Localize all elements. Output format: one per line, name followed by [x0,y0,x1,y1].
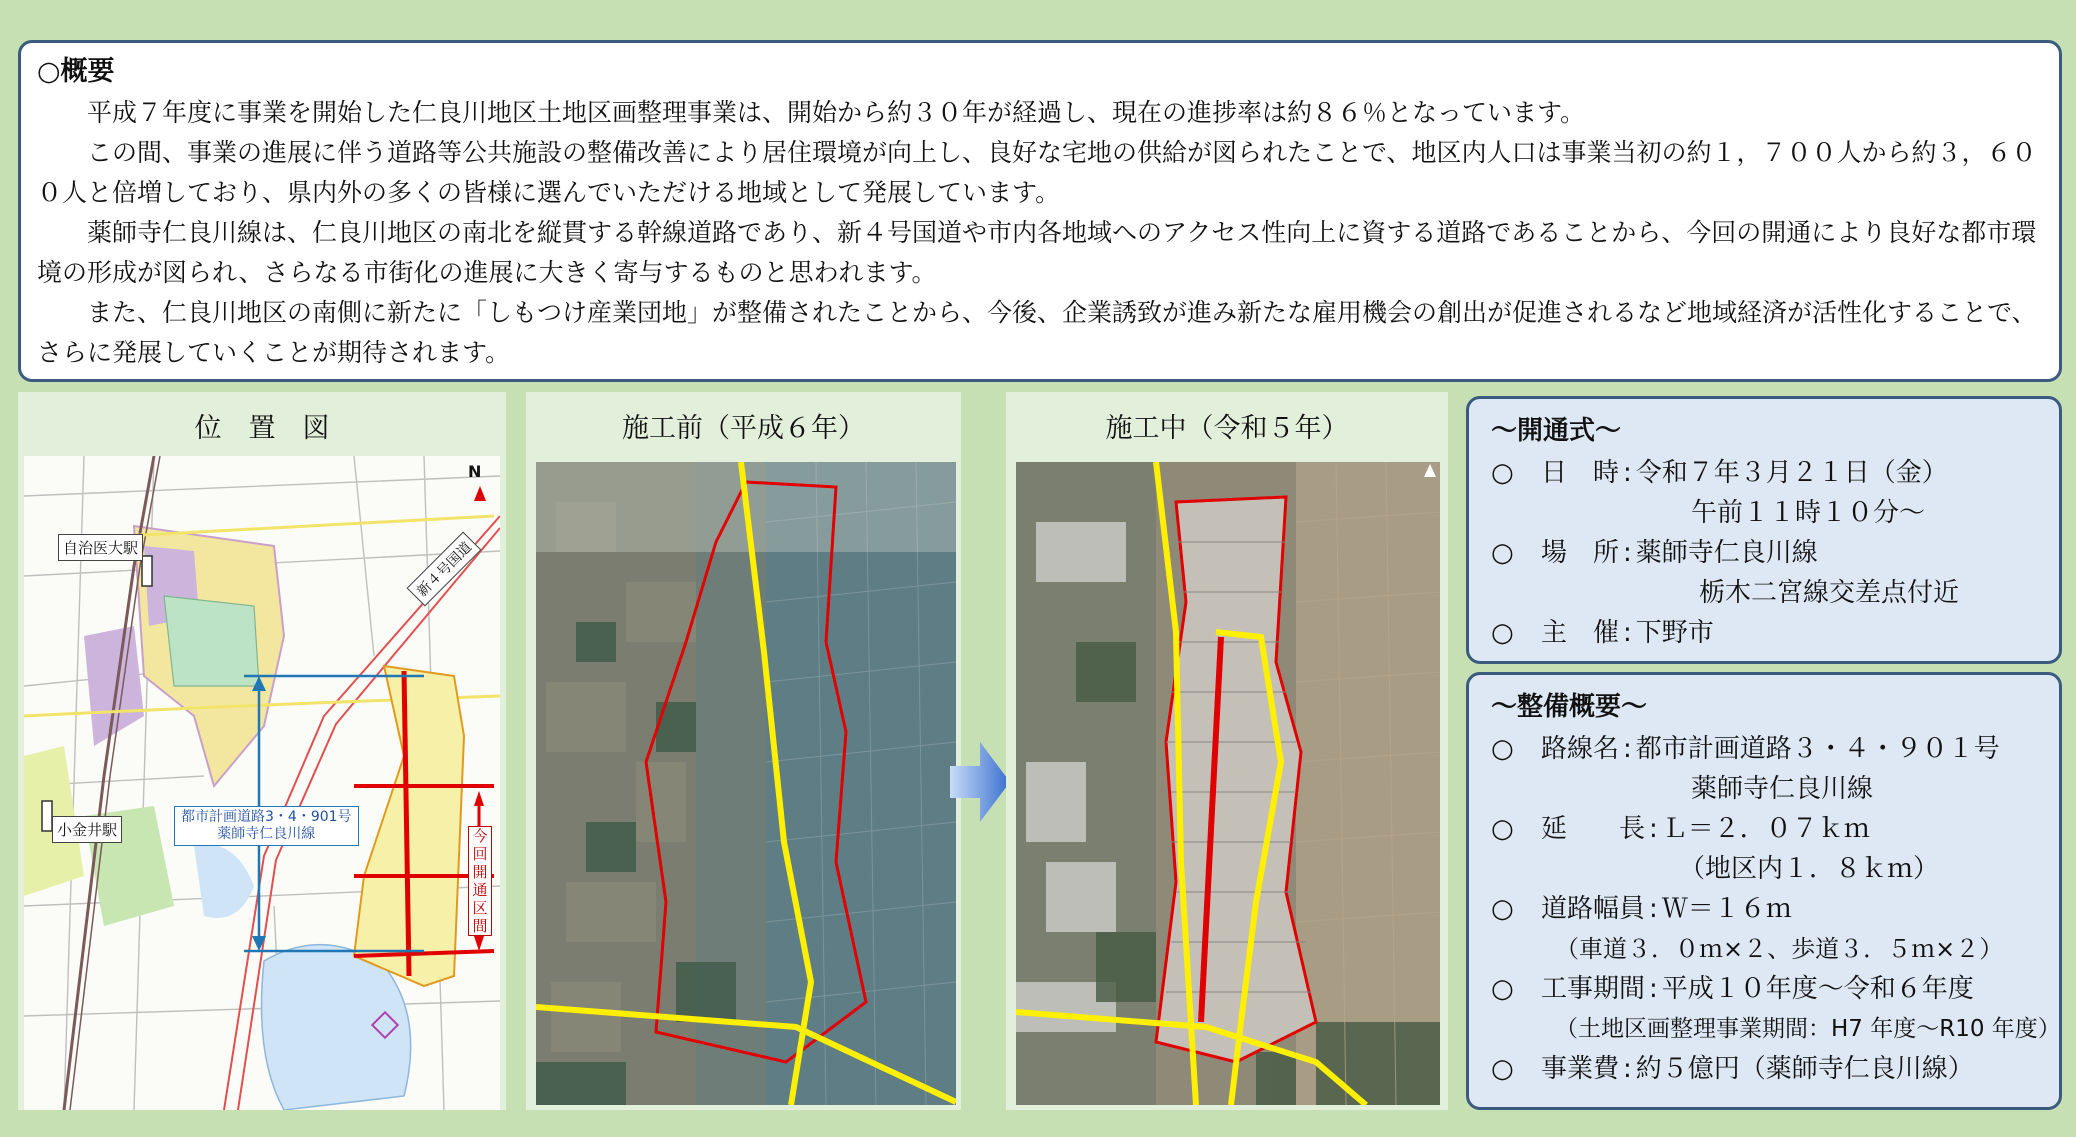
arrow-right-icon [950,742,1010,822]
overview-route-label: 路線名 [1541,734,1620,764]
separator: : [1623,538,1632,568]
overview-width-value-2: （車道３．０ｍ×２、歩道３．５ｍ×２） [1555,935,2004,963]
overview-heading: ～整備概要～ [1491,692,1648,722]
overview-length-label: 延 長 [1541,814,1646,844]
ceremony-box [1466,396,2062,664]
bullet-icon: ○ [1491,814,1514,844]
overview-length-row [1491,809,2041,849]
ceremony-date-row [1491,453,2041,493]
summary-box [18,40,2062,382]
overview-route-row [1491,729,2041,769]
overview-width-label: 道路幅員 [1541,894,1646,924]
bullet-icon: ○ [1491,538,1514,568]
separator: : [1623,1054,1632,1084]
separator: : [1649,814,1658,844]
separator: : [1623,618,1632,648]
overview-cost-label: 事業費 [1541,1054,1620,1084]
aerial-photo-during [1016,462,1440,1105]
bullet-icon: ○ [1491,974,1514,1004]
station-north-label: 自治医大駅 [58,534,143,561]
ceremony-date-value: 令和７年３月２１日（金） [1635,458,1948,488]
aerial-photo-before [536,462,956,1105]
ceremony-host-value: 下野市 [1635,618,1714,648]
photo-before-panel [526,392,961,1110]
bullet-icon: ○ [1491,618,1514,648]
north-mark: N [468,462,482,481]
overview-period-row [1491,969,2041,1009]
bullet-icon: ○ [1491,458,1514,488]
location-map-title: 位 置 図 [194,413,330,444]
ceremony-heading: ～開通式～ [1491,416,1622,446]
bullet-icon: ○ [1491,894,1514,924]
ceremony-date-label: 日 時 [1541,458,1620,488]
photo-during-panel [1006,392,1448,1110]
overview-route-value: 都市計画道路３・４・９０１号 [1635,734,2000,764]
ceremony-time-value: 午前１１時１０分～ [1691,498,1926,528]
ceremony-place-value: 薬師寺仁良川線 [1635,538,1818,568]
overview-cost-row [1491,1049,2041,1089]
photo-during-title: 施工中（令和５年） [1105,413,1349,444]
ceremony-place-row [1491,533,2041,573]
overview-period-label: 工事期間 [1541,974,1646,1004]
bullet-icon: ○ [1491,734,1514,764]
ceremony-place-value-2: 栃木二宮線交差点付近 [1699,578,1960,608]
location-map [24,456,500,1110]
location-map-panel [18,392,506,1110]
summary-paragraph: また、仁良川地区の南側に新たに「しもつけ産業団地」が整備されたことから、今後、企業誘致が進み新たな雇用機会の創出が促進されるなど地域経済が活性化することで、さらに発展していくことが期待されます。 [37,298,2037,367]
ceremony-place-label: 場 所 [1541,538,1620,568]
overview-period-value-2: （土地区画整理事業期間：H7 年度～R10 年度） [1555,1016,2061,1042]
road-label-box [174,806,359,846]
separator: : [1649,894,1658,924]
bullet-icon: ○ [1491,1054,1514,1084]
overview-cost-value: 約５億円（薬師寺仁良川線） [1635,1054,1974,1084]
ceremony-host-row [1491,613,2041,653]
overview-period-value: 平成１０年度～令和６年度 [1661,974,1974,1004]
ceremony-host-label: 主 催 [1541,618,1620,648]
photo-before-title: 施工前（平成６年） [622,413,865,444]
overview-length-value: Ｌ＝２．０７ｋｍ [1661,814,1870,844]
separator: : [1623,734,1632,764]
overview-width-value: Ｗ＝１６ｍ [1661,894,1792,924]
overview-box [1466,672,2062,1110]
overview-width-row [1491,889,2041,929]
road-label-line-2: 薬師寺仁良川線 [217,826,316,842]
summary-paragraph: 薬師寺仁良川線は、仁良川地区の南北を縦貫する幹線道路であり、新４号国道や市内各地域へのアクセス性向上に資する道路であることから、今回の開通により良好な都市環境の形成が図られ、さらなる市街化の進展に大きく寄与するものと思われます。 [37,218,2037,287]
highway-label: 新４号国道 [407,532,482,607]
separator: : [1649,974,1658,1004]
station-south-label: 小金井駅 [52,816,122,843]
summary-paragraph: この間、事業の進展に伴う道路等公共施設の整備改善により居住環境が向上し、良好な宅地の供給が図られたことで、地区内人口は事業当初の約１，７００人から約３，６００人と倍増しており、県内外の多くの皆様に選んでいただける地域として発展しています。 [37,138,2037,207]
separator: : [1623,458,1632,488]
summary-paragraph: 平成７年度に事業を開始した仁良川地区土地区画整理事業は、開始から約３０年が経過し、現在の進捗率は約８６％となっています。 [87,98,1586,127]
overview-length-value-2: （地区内１．８ｋｍ） [1679,854,1940,884]
road-label-line-1: 都市計画道路3・4・901号 [181,809,352,825]
overview-route-value-2: 薬師寺仁良川線 [1691,774,1874,804]
summary-heading: ○概要 [37,56,115,87]
section-label: 今回開通区間 [468,826,492,936]
